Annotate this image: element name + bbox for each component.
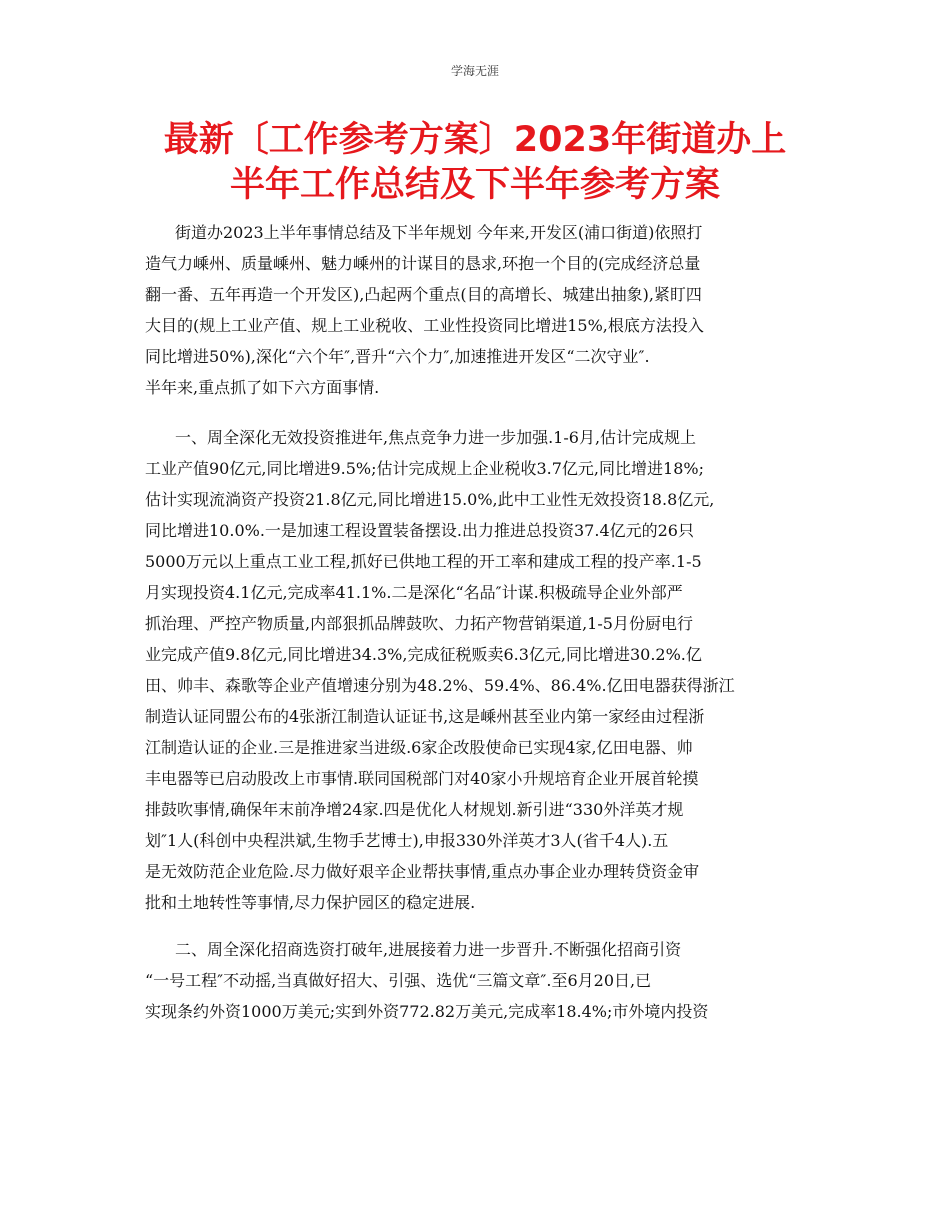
text-line: “一号工程″不动摇,当真做好招大、引强、选优“三篇文章″.至6月20日,已 [145, 971, 652, 990]
document-title [0, 118, 950, 208]
text-line: 是无效防范企业危险.尽力做好艰辛企业帮扶事情,重点办事企业办理转贷资金审 [145, 862, 700, 881]
title-line: 半年工作总结及下半年参考方案 [229, 165, 720, 205]
text-line: 排鼓吹事情,确保年末前净增24家.四是优化人材规划.新引进“330外洋英才规 [145, 800, 684, 819]
header-mark: 学海无涯 [450, 64, 499, 78]
text-line: 批和土地转性等事情,尽力保护园区的稳定进展. [145, 893, 476, 912]
text-line: 实现条约外资1000万美元;实到外资772.82万美元,完成率18.4%;市外境内投资 [145, 1002, 709, 1021]
text-line: 划″1人(科创中央程洪斌,生物手艺博士),申报330外洋英才3人(省千4人).五 [145, 831, 669, 850]
text-line: 业完成产值9.8亿元,同比增进34.3%,完成征税贩卖6.3亿元,同比增进30.2%.亿 [145, 645, 702, 664]
text-line: 同比增进10.0%.一是加速工程设置装备摆设.出力推进总投资37.4亿元的26只 [145, 521, 694, 540]
text-line: 同比增进50%),深化“六个年″,晋升“六个力″,加速推进开发区“二次守业″. [145, 347, 650, 366]
text-line: 抓治理、严控产物质量,内部狠抓品牌鼓吹、力拓产物营销渠道,1-5月份厨电行 [145, 614, 693, 633]
paragraph-section-two [145, 934, 813, 1027]
text-line: 半年来,重点抓了如下六方面事情. [145, 378, 380, 397]
text-line: 5000万元以上重点工业工程,抓好已供地工程的开工率和建成工程的投产率.1-5 [145, 552, 702, 571]
text-line: 造气力嵊州、质量嵊州、魅力嵊州的计谋目的恳求,环抱一个目的(完成经济总量 [145, 254, 701, 273]
paragraph-intro [145, 217, 813, 403]
text-line: 制造认证同盟公布的4张浙江制造认证证书,这是嵊州甚至业内第一家经由过程浙 [145, 707, 705, 726]
text-line: 丰电器等已启动股改上市事情.联同国税部门对40家小升规培育企业开展首轮摸 [145, 769, 699, 788]
text-line: 街道办2023上半年事情总结及下半年规划 今年来,开发区(浦口街道)依照打 [175, 223, 703, 242]
text-line: 估计实现流淌资产投资21.8亿元,同比增进15.0%,此中工业性无效投资18.8亿元, [145, 490, 715, 509]
text-line: 翻一番、五年再造一个开发区),凸起两个重点(目的高增长、城建出抽象),紧盯四 [145, 285, 702, 304]
text-line: 一、周全深化无效投资推进年,焦点竞争力进一步加强.1-6月,估计完成规上 [175, 428, 697, 447]
text-line: 二、周全深化招商选资打破年,进展接着力进一步晋升.不断强化招商引资 [175, 940, 682, 959]
text-line: 大目的(规上工业产值、规上工业税收、工业性投资同比增进15%,根底方法投入 [145, 316, 704, 335]
text-line: 江制造认证的企业.三是推进家当进级.6家企改股使命已实现4家,亿田电器、帅 [145, 738, 693, 757]
text-line: 工业产值90亿元,同比增进9.5%;估计完成规上企业税收3.7亿元,同比增进18%; [145, 459, 704, 478]
text-line: 田、帅丰、森歌等企业产值增速分别为48.2%、59.4%、86.4%.亿田电器获得浙江 [145, 676, 735, 695]
text-line: 月实现投资4.1亿元,完成率41.1%.二是深化“名品″计谋.积极疏导企业外部严 [145, 583, 683, 602]
title-line: 最新〔工作参考方案〕2023年街道办上 [163, 120, 787, 160]
paragraph-section-one [145, 422, 813, 918]
